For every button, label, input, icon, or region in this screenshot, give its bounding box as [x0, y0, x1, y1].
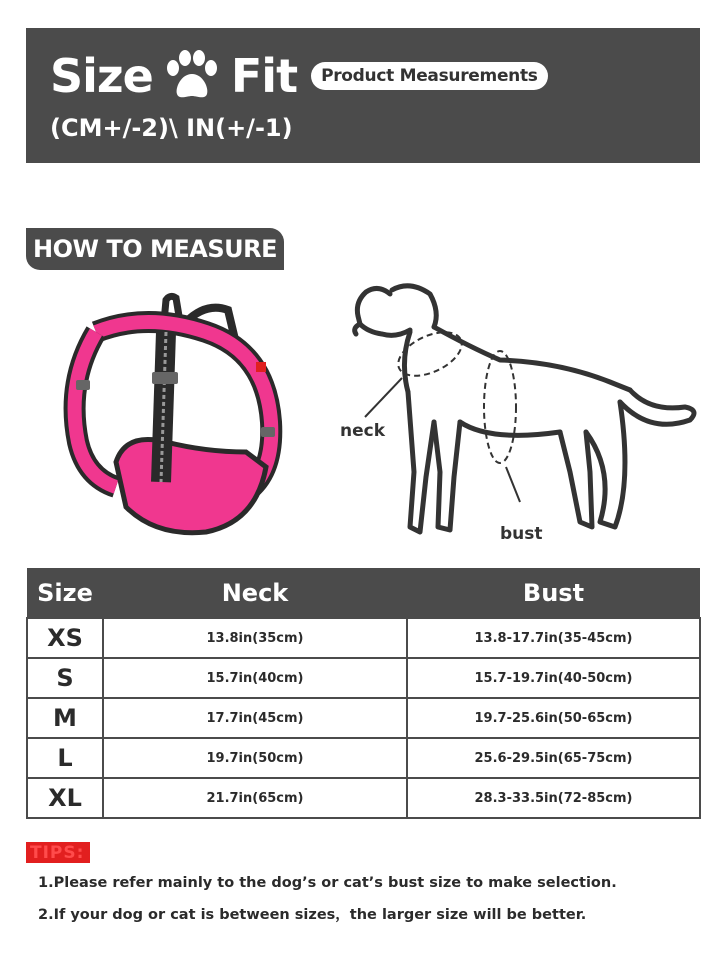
table-header-row	[27, 568, 700, 618]
bust-cell: 19.7-25.6in(50-65cm)	[407, 698, 700, 738]
neck-label: neck	[340, 421, 386, 441]
header-banner	[26, 28, 700, 163]
table-row	[27, 778, 700, 818]
paw-icon	[163, 50, 221, 102]
bust-cell: 15.7-19.7in(40-50cm)	[407, 658, 700, 698]
header-size: Size	[27, 568, 103, 618]
neck-cell: 15.7in(40cm)	[103, 658, 407, 698]
neck-cell: 21.7in(65cm)	[103, 778, 407, 818]
title-row	[50, 46, 548, 106]
bust-cell: 28.3-33.5in(72-85cm)	[407, 778, 700, 818]
table-row	[27, 698, 700, 738]
tolerance-subtitle: (CM+/-2)\ IN(+/-1)	[50, 114, 293, 142]
tips-label: TIPS:	[26, 842, 90, 863]
bust-label: bust	[500, 524, 543, 544]
size-cell: XS	[27, 618, 103, 658]
tip-item: 2.If your dog or cat is between sizes，the larger size will be better.	[38, 907, 587, 923]
table-row	[27, 658, 700, 698]
table-row	[27, 738, 700, 778]
size-cell: S	[27, 658, 103, 698]
size-chart-table	[26, 568, 701, 819]
harness-image	[56, 292, 296, 542]
product-measurements-badge: Product Measurements	[311, 62, 548, 90]
neck-cell: 17.7in(45cm)	[103, 698, 407, 738]
title-fit: Fit	[230, 49, 298, 103]
neck-cell: 13.8in(35cm)	[103, 618, 407, 658]
neck-cell: 19.7in(50cm)	[103, 738, 407, 778]
header-neck: Neck	[103, 568, 407, 618]
size-cell: L	[27, 738, 103, 778]
table-row	[27, 618, 700, 658]
dog-measurement-diagram	[330, 272, 705, 552]
bust-cell: 13.8-17.7in(35-45cm)	[407, 618, 700, 658]
bust-cell: 25.6-29.5in(65-75cm)	[407, 738, 700, 778]
how-to-measure-heading: HOW TO MEASURE	[26, 228, 284, 270]
size-cell: XL	[27, 778, 103, 818]
size-cell: M	[27, 698, 103, 738]
title-size: Size	[50, 49, 153, 103]
header-bust: Bust	[407, 568, 700, 618]
tip-item: 1.Please refer mainly to the dog’s or cat’s bust size to make selection.	[38, 875, 617, 891]
